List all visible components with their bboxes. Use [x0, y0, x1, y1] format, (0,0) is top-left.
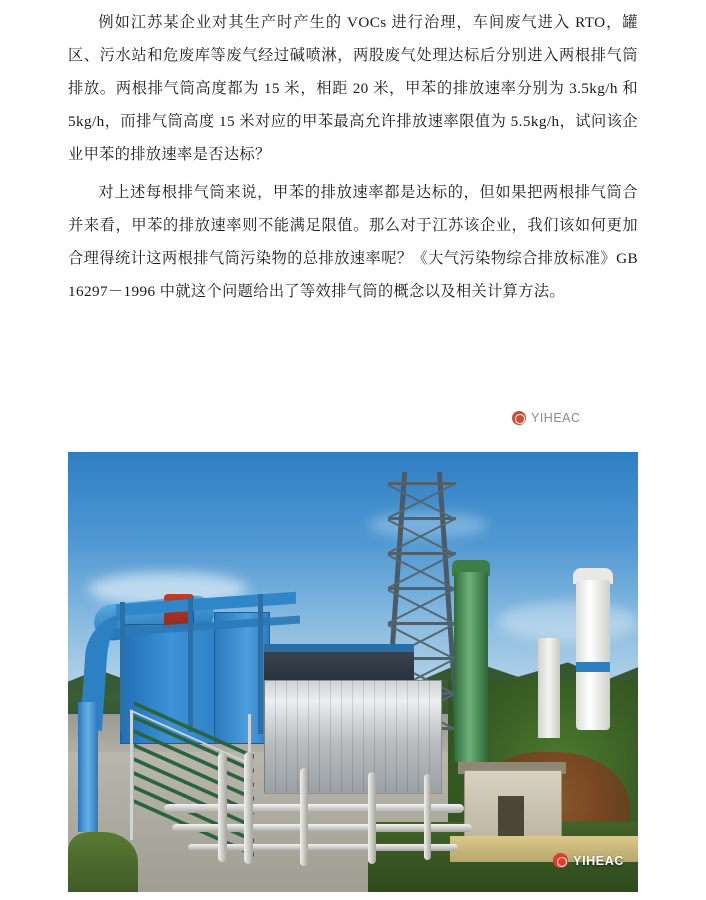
inline-watermark-label: YIHEAC [531, 411, 581, 425]
photo-pipe [368, 772, 376, 864]
photo-watermark-label: YIHEAC [573, 853, 624, 868]
figure-photo [68, 452, 638, 892]
photo-pipe [164, 804, 464, 813]
article-body [68, 6, 638, 310]
paragraph-2: 对上述每根排气筒来说，甲苯的排放速率都是达标的，但如果把两根排气筒合并来看，甲苯的排放速率则不能满足限值。那么对于江苏该企业，我们该如何更加合理得统计这两根排气筒污染物的总排放速率呢？《大气污染物综合排放标准》GB 16297－1996 中就这个问题给出了等效排气筒的概念以及相关计算方法。 [68, 184, 638, 300]
photo-stack-band [576, 662, 610, 672]
photo-scrubber-column [454, 572, 488, 762]
photo-vessel-ribs [264, 680, 440, 792]
wechat-account-badge-icon [512, 411, 526, 425]
photo-pipe [218, 752, 227, 862]
photo-railing [130, 710, 133, 840]
photo-bush-left [68, 832, 138, 892]
photo-pipe [244, 752, 253, 864]
photo-exhaust-stack [576, 580, 610, 730]
canopy-leg [188, 598, 193, 732]
canopy-leg [120, 602, 125, 732]
photo-canvas [68, 452, 638, 892]
photo-watermark [553, 853, 624, 868]
photo-pipe [300, 768, 308, 866]
photo-exhaust-stack-secondary [538, 638, 560, 738]
photo-pipe [424, 774, 431, 860]
wechat-account-badge-icon [553, 853, 568, 868]
canopy-leg [258, 594, 263, 734]
photo-cloud [498, 602, 638, 642]
paragraph-1: 例如江苏某企业对其生产时产生的 VOCs 进行治理，车间废气进入 RTO，罐区、污水站和危废库等废气经过碱喷淋，两股废气处理达标后分别进入两根排气筒排放。两根排气筒高度都为 15 米，相距 20 米，甲苯的排放速率分别为 3.5kg/h 和 5kg/h，而排气筒高度 15 米对应的甲苯最高允许排放速率限值为 5.5kg/h，试问该企业甲苯的排放速率是否达标？ [68, 14, 638, 163]
photo-duct-vertical [78, 702, 98, 832]
inline-watermark [512, 411, 581, 425]
photo-pipe [188, 844, 458, 851]
